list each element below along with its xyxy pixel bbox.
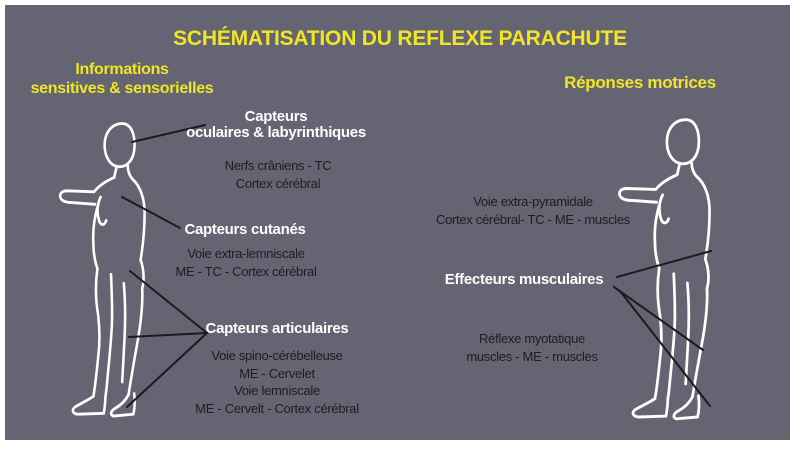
heading-effecteurs-musculaires <box>445 272 603 288</box>
right-column-header: Réponses motrices <box>564 73 716 92</box>
heading-line: oculaires & labyrinthiques <box>186 124 366 141</box>
pathway-line: Cortex cérébral- TC - ME - muscles <box>436 211 630 227</box>
connector-arm-to-cutanes <box>122 197 180 228</box>
pathway-line: Nerfs crâniens - TC <box>224 158 332 173</box>
connector-effecteurs-to-ankle <box>620 291 710 406</box>
pathway-voie-extra-pyramidale <box>436 193 630 228</box>
pathway-line: Réflexe myotatique <box>479 331 585 346</box>
heading-capteurs-cutanes <box>184 222 305 238</box>
pathway-line: Voie spino-cérébelleuse <box>211 348 343 363</box>
left-header-line2: sensitives & sensorielles <box>30 80 214 97</box>
heading-line: Effecteurs musculaires <box>444 271 604 288</box>
pathway-reflexe-myotatique <box>466 330 597 365</box>
pathway-line: Voie extra-pyramidale <box>473 194 593 209</box>
heading-capteurs-oculaires <box>186 109 366 141</box>
pathway-line: ME - Cervelt - Cortex cérébral <box>195 400 359 416</box>
pathway-line: Voie lemniscale <box>234 383 320 398</box>
pathway-capteurs-cutanes <box>175 245 316 280</box>
heading-capteurs-articulaires <box>206 321 349 337</box>
pathway-line: muscles - ME - muscles <box>466 348 598 364</box>
left-header-line1: Informations <box>75 61 169 78</box>
pathway-line: ME - TC - Cortex cérébral <box>175 263 317 279</box>
pathway-line: Cortex cérébral <box>235 175 321 191</box>
heading-line: Capteurs <box>244 108 308 125</box>
pathway-capteurs-oculaires <box>225 157 332 192</box>
connector-lines <box>5 5 790 440</box>
heading-line: Capteurs articulaires <box>205 320 349 337</box>
heading-line: Capteurs cutanés <box>184 221 306 238</box>
connector-effecteurs-to-hand <box>617 251 711 277</box>
diagram-panel <box>5 5 790 440</box>
pathway-line: ME - Cervelet <box>239 365 315 381</box>
connector-knee-to-articulaires <box>129 333 207 337</box>
pathway-capteurs-articulaires <box>195 347 359 417</box>
connector-hip-to-articulaires <box>130 271 207 333</box>
pathway-line: Voie extra-lemniscale <box>187 246 305 261</box>
diagram-title: SCHÉMATISATION DU REFLEXE PARACHUTE <box>173 27 627 50</box>
